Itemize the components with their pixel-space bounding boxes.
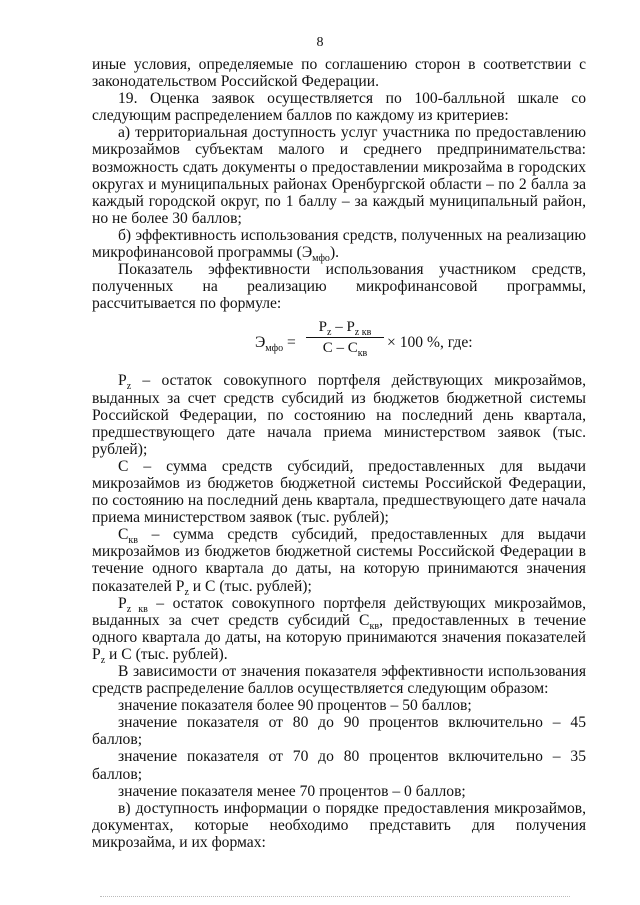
- numerator-p: P: [318, 319, 327, 336]
- footer-divider: [100, 896, 570, 899]
- formula-lhs: [255, 334, 296, 355]
- def-pzkv-text-b: , предоставленных в течение одного квартала до даты, на которую принимаются значения показателей P: [92, 611, 587, 663]
- criterion-b-text: б) эффективность использования средств, полученных на реализацию микрофинансовой программы (Э: [92, 226, 586, 262]
- document-body: [92, 56, 586, 851]
- def-ckv-text-b: и С (тыс. рублей);: [188, 577, 312, 595]
- def-ckv-sub: кв: [128, 535, 138, 547]
- formula-denominator: [306, 340, 384, 360]
- def-pzkv-symbol: P: [118, 594, 127, 612]
- formula-equals: =: [283, 334, 296, 352]
- numerator-p-sub: z: [327, 327, 332, 339]
- criterion-v: в) доступность информации о порядке предоставления микрозаймов, документах, которые необходимо представить для получения микрозайма, и их формах:: [92, 799, 586, 851]
- denominator-text: C – C: [322, 340, 358, 357]
- criterion-a: а) территориальная доступность услуг участника по предоставлению микрозаймов субъектам малого и среднего предпринимательства: возможность сдать документы о предоставлении микрозайма в городских округах и муниципальных районах Оренбургской области – по 2 балла за каждый городской округ, по 1 баллу – за каждый муниципальный район, но не более 30 баллов;: [92, 124, 586, 227]
- def-ckv-sub2: z: [184, 586, 189, 598]
- numerator-minus-p: – P: [331, 319, 355, 336]
- fraction-bar: [306, 337, 384, 338]
- score-item: значение показателя от 70 до 80 процентов включительно – 35 баллов;: [92, 748, 586, 783]
- def-pzkv-sub2: кв: [369, 620, 380, 632]
- def-ckv-text-a: – сумма средств субсидий, предоставленных для выдачи микрозаймов из бюджетов бюджетной системы Российской Федерации в течение одного квартала до даты, на которую принимаются значения показателей P: [92, 526, 586, 595]
- def-pz-sub: z: [126, 381, 132, 393]
- def-ckv-symbol: С: [118, 526, 129, 544]
- numerator-pkv-sub: z кв: [354, 327, 372, 339]
- def-pz-text: – остаток совокупного портфеля действующих микрозаймов, выданных за счет средств субсидий из бюджетов бюджетной системы Российской Федерации, по состоянию на последний день квартала, предшествующего дате начала приема министерством заявок (тыс. рублей);: [92, 372, 586, 458]
- score-item: значение показателя менее 70 процентов – 0 баллов;: [118, 782, 466, 800]
- score-distribution-intro: В зависимости от значения показателя эффективности использования средств распределение баллов осуществляется следующим образом:: [92, 663, 586, 698]
- formula-fraction: [306, 319, 384, 360]
- score-item: значение показателя от 80 до 90 процентов включительно – 45 баллов;: [92, 714, 586, 749]
- formula-lhs-symbol: Э: [255, 334, 266, 352]
- efficiency-intro: Показатель эффективности использования участником средств, полученных на реализацию микрофинансовой программы, рассчитывается по формуле:: [92, 261, 586, 313]
- page-number: 8: [316, 35, 324, 50]
- paragraph-19: 19. Оценка заявок осуществляется по 100-балльной шкале со следующим распределением баллов по каждому из критериев:: [92, 90, 586, 125]
- definition-c: С – сумма средств субсидий, предоставленных для выдачи микрозаймов из бюджетов бюджетной системы Российской Федерации, по состоянию на последний день квартала, предшествующего дате начала приема министерством заявок (тыс. рублей);: [92, 457, 586, 527]
- def-pzkv-sub: z кв: [126, 603, 148, 615]
- score-item: значение показателя более 90 процентов – 50 баллов;: [118, 697, 472, 715]
- criterion-b-end: ).: [329, 244, 340, 262]
- def-pzkv-text-c: и С (тыс. рублей).: [105, 645, 228, 663]
- definition-pzkv: [92, 594, 587, 667]
- denominator-sub: кв: [357, 348, 368, 360]
- def-pz-symbol: P: [118, 372, 127, 390]
- efficiency-formula: [92, 312, 586, 372]
- paragraph-continuation: иные условия, определяемые по соглашению сторон в соответствии с законодательством Российской Федерации.: [92, 56, 586, 91]
- formula-numerator: [306, 319, 384, 339]
- criterion-b: [92, 226, 586, 265]
- definition-ckv: [92, 526, 586, 598]
- def-pzkv-text-a: – остаток совокупного портфеля действующих микрозаймов, выданных за счет средств субсидий С: [92, 594, 586, 629]
- formula-rhs: × 100 %, где:: [387, 334, 473, 352]
- criterion-b-sub: мфо: [312, 253, 330, 265]
- definition-pz: [92, 372, 586, 457]
- formula-lhs-sub: мфо: [265, 343, 284, 355]
- def-pzkv-sub3: z: [100, 655, 106, 667]
